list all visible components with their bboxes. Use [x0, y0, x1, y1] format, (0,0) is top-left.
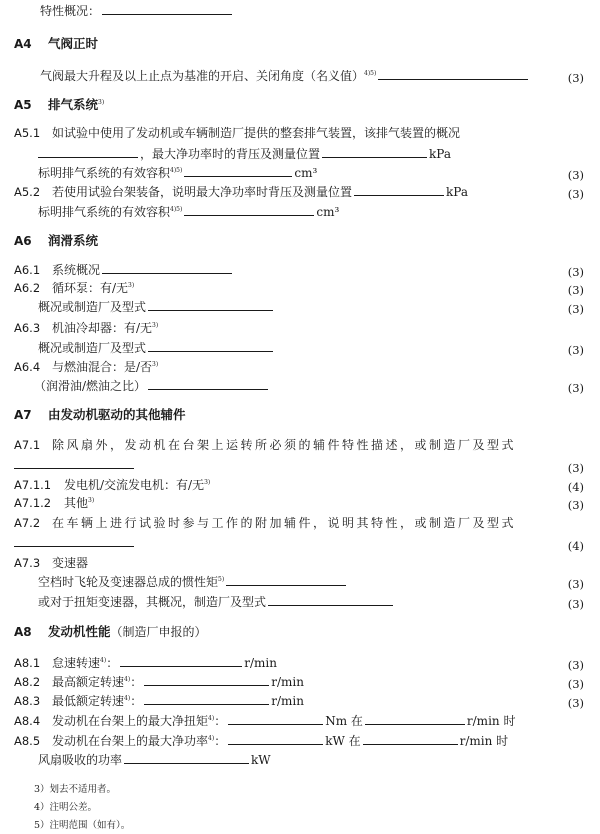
unit-label: Nm 在: [325, 714, 363, 728]
clause-ref: (3): [567, 265, 584, 279]
unit-label: r/min 时: [466, 714, 516, 728]
item-text: 概况或制造厂及型式: [38, 341, 147, 355]
unit-label: r/min 时: [459, 734, 509, 748]
clause-ref: (3): [567, 597, 584, 611]
unit-label: r/min: [271, 694, 304, 708]
a6-3-line: [14, 321, 158, 335]
clause-ref: (4): [567, 539, 584, 553]
footnote-ref: 3): [152, 361, 159, 368]
clause-ref: (3): [567, 696, 584, 710]
colon: ：: [214, 714, 227, 728]
a5-1-exhaust-blank[interactable]: [38, 147, 138, 158]
item-text: （润滑油/燃油之比）: [34, 379, 147, 393]
item-code: A8.5: [14, 734, 41, 748]
footnote-ref: 4): [124, 695, 131, 702]
unit-label: r/min: [271, 675, 304, 689]
item-text: 怠速转速: [52, 656, 101, 670]
a7-2-line2: [14, 536, 136, 550]
a4-valve-timing-line: [40, 69, 530, 83]
footnote-ref: 4)5): [170, 167, 183, 174]
a8-1-line: [14, 656, 277, 670]
max-rated-speed-blank[interactable]: [144, 675, 269, 686]
a7-2-line: [14, 516, 516, 530]
item-code: A6.3: [14, 321, 41, 335]
a5-1-line3: [38, 166, 317, 180]
item-text: 空档时飞轮及变速器总成的惯性矩: [38, 575, 219, 589]
unit-label: kW: [251, 753, 271, 767]
item-text: 机油冷却器：有/无: [52, 321, 153, 335]
a7-3-line3: [38, 595, 395, 609]
section-a4-heading: [14, 37, 98, 51]
item-text: 或对于扭矩变速器，其概况，制造厂及型式: [38, 595, 267, 609]
clause-ref: (3): [567, 302, 584, 316]
section-a6-heading: [14, 234, 98, 248]
item-text: 变速器: [52, 556, 89, 570]
footnote-ref: 3): [152, 322, 159, 329]
a8-4-line: [14, 714, 515, 728]
a5-2-volume-blank[interactable]: [184, 205, 314, 216]
item-text: 发动机在台架上的最大净功率: [52, 734, 209, 748]
a5-1-line: [14, 126, 460, 140]
item-code: A5.1: [14, 126, 41, 140]
idle-speed-blank[interactable]: [120, 656, 242, 667]
section-title: 由发动机驱动的其他辅件: [48, 407, 186, 422]
a5-2-line2: [38, 205, 339, 219]
a7-1-line2: [14, 458, 136, 472]
clause-ref: (3): [567, 498, 584, 512]
footnote-ref: 3): [88, 497, 95, 504]
a6-1-blank[interactable]: [102, 263, 232, 274]
unit-label: kPa: [446, 185, 468, 199]
colon: ：: [214, 734, 227, 748]
section-title: 润滑系统: [48, 233, 99, 248]
fan-power-blank[interactable]: [124, 753, 249, 764]
a8-3-line: [14, 694, 304, 708]
a6-2-line2: [38, 300, 275, 314]
unit-label: cm³: [294, 166, 318, 180]
a7-2-blank[interactable]: [14, 536, 134, 547]
clause-ref: (3): [567, 677, 584, 691]
min-rated-speed-blank[interactable]: [144, 694, 269, 705]
item-code: A7.1.2: [14, 496, 52, 510]
item-text: 最低额定转速: [52, 694, 125, 708]
footnote-ref: 4): [208, 735, 215, 742]
item-code: A7.2: [14, 516, 41, 530]
characteristics-label: 特性概况：: [40, 4, 101, 18]
item-code: A7.1: [14, 438, 41, 452]
section-note: （制造厂申报的）: [110, 625, 207, 639]
unit-label: cm³: [316, 205, 340, 219]
section-code: A8: [14, 625, 32, 639]
footnote-ref: 3): [98, 99, 105, 106]
clause-ref: (3): [567, 283, 584, 297]
a7-1-line: [14, 438, 516, 452]
item-text: 发电机/交流发电机：有/无: [64, 478, 205, 492]
colon: ：: [106, 656, 119, 670]
section-title: 发动机性能: [48, 624, 111, 639]
footnote-ref: 4): [208, 715, 215, 722]
item-code: A6.1: [14, 263, 41, 277]
clause-ref: (3): [567, 168, 584, 182]
section-title: 气阀正时: [48, 36, 99, 51]
clause-ref: (3): [567, 343, 584, 357]
clause-ref: (3): [567, 461, 584, 475]
footnote-4: 4）注明公差。: [34, 802, 98, 813]
a6-3-line2: [38, 341, 275, 355]
characteristics-blank[interactable]: [102, 4, 232, 15]
item-code: A7.1.1: [14, 478, 52, 492]
unit-label: kW 在: [325, 734, 361, 748]
item-text: 风扇吸收的功率: [38, 753, 123, 767]
section-a8-heading: [14, 625, 207, 639]
a6-1-line: [14, 263, 234, 277]
a7-1-1-line: [14, 478, 210, 492]
clause-ref: (3): [567, 187, 584, 201]
footnote-3: 3）划去不适用者。: [34, 784, 117, 795]
a6-4-line: [14, 360, 158, 374]
a6-4-blank[interactable]: [148, 379, 268, 390]
item-code: A8.1: [14, 656, 41, 670]
a5-1-line2: [38, 147, 451, 161]
item-code: A5.2: [14, 185, 41, 199]
footnote-ref: 4)5): [170, 206, 183, 213]
section-title: 排气系统: [48, 97, 99, 112]
footnote-ref: 4): [124, 676, 131, 683]
a7-1-2-line: [14, 496, 94, 510]
item-text: 标明排气系统的有效容积: [38, 205, 171, 219]
a4-blank[interactable]: [378, 69, 528, 80]
item-code: A7.3: [14, 556, 41, 570]
colon: ：: [130, 694, 143, 708]
item-text: 系统概况: [52, 263, 101, 277]
a7-1-blank[interactable]: [14, 458, 134, 469]
section-code: A6: [14, 234, 32, 248]
colon: ：: [130, 675, 143, 689]
item-text: 除风扇外，发动机在台架上运转所必须的辅件特性描述，或制造厂及型式: [52, 438, 517, 452]
footnote-ref: 5): [218, 576, 225, 583]
a4-text: 气阀最大升程及以上止点为基准的开启、关闭角度（名义值）: [40, 69, 365, 83]
footnote-ref: 3): [204, 479, 211, 486]
clause-ref: (3): [567, 381, 584, 395]
a7-3-converter-blank[interactable]: [268, 595, 393, 606]
footnote-ref: 4): [100, 657, 107, 664]
clause-ref: (3): [567, 658, 584, 672]
item-code: A8.3: [14, 694, 41, 708]
item-text: 与燃油混合：是/否: [52, 360, 153, 374]
item-text: 发动机在台架上的最大净扭矩: [52, 714, 209, 728]
footnote-ref: 3): [128, 282, 135, 289]
clause-ref: (4): [567, 480, 584, 494]
section-code: A4: [14, 37, 32, 51]
item-code: A8.2: [14, 675, 41, 689]
max-power-speed-blank[interactable]: [363, 734, 458, 745]
section-code: A5: [14, 98, 32, 112]
item-text: 概况或制造厂及型式: [38, 300, 147, 314]
unit-label: kPa: [429, 147, 451, 161]
a8-5-line: [14, 734, 508, 748]
clause-ref: (3): [567, 71, 584, 85]
footnote-ref: 4)5): [364, 70, 377, 77]
item-text: 如试验中使用了发动机或车辆制造厂提供的整套排气装置，该排气装置的概况: [52, 126, 461, 140]
section-a7-heading: [14, 408, 186, 422]
item-text: 若使用试验台架装备，说明最大净功率时背压及测量位置: [52, 185, 353, 199]
footnote-5: 5）注明范围（如有）。: [34, 820, 131, 831]
a6-4-line2: [34, 379, 270, 393]
a6-2-line: [14, 281, 134, 295]
a6-3-blank[interactable]: [148, 341, 273, 352]
item-code: A6.4: [14, 360, 41, 374]
a7-3-inertia-blank[interactable]: [226, 575, 346, 586]
max-torque-blank[interactable]: [228, 714, 323, 725]
clause-ref: (3): [567, 577, 584, 591]
item-text: 循环泵：有/无: [52, 281, 129, 295]
a6-2-blank[interactable]: [148, 300, 273, 311]
item-text: 标明排气系统的有效容积: [38, 166, 171, 180]
a5-2-line: [14, 185, 468, 199]
a8-2-line: [14, 675, 304, 689]
item-text: ，最大净功率时的背压及测量位置: [140, 147, 321, 161]
item-text: 其他: [64, 496, 89, 510]
max-torque-speed-blank[interactable]: [365, 714, 465, 725]
characteristics-line: [40, 4, 234, 18]
item-text: 最高额定转速: [52, 675, 125, 689]
a7-3-line: [14, 556, 88, 570]
section-a5-heading: [14, 98, 104, 112]
section-code: A7: [14, 408, 32, 422]
a5-2-backpressure-blank[interactable]: [354, 185, 444, 196]
a5-1-backpressure-blank[interactable]: [322, 147, 427, 158]
item-code: A8.4: [14, 714, 41, 728]
a5-1-volume-blank[interactable]: [184, 166, 292, 177]
item-text: 在车辆上进行试验时参与工作的附加辅件，说明其特性，或制造厂及型式: [52, 516, 517, 530]
unit-label: r/min: [244, 656, 277, 670]
max-power-blank[interactable]: [228, 734, 323, 745]
a7-3-line2: [38, 575, 348, 589]
item-code: A6.2: [14, 281, 41, 295]
a8-5-line2: [38, 753, 271, 767]
